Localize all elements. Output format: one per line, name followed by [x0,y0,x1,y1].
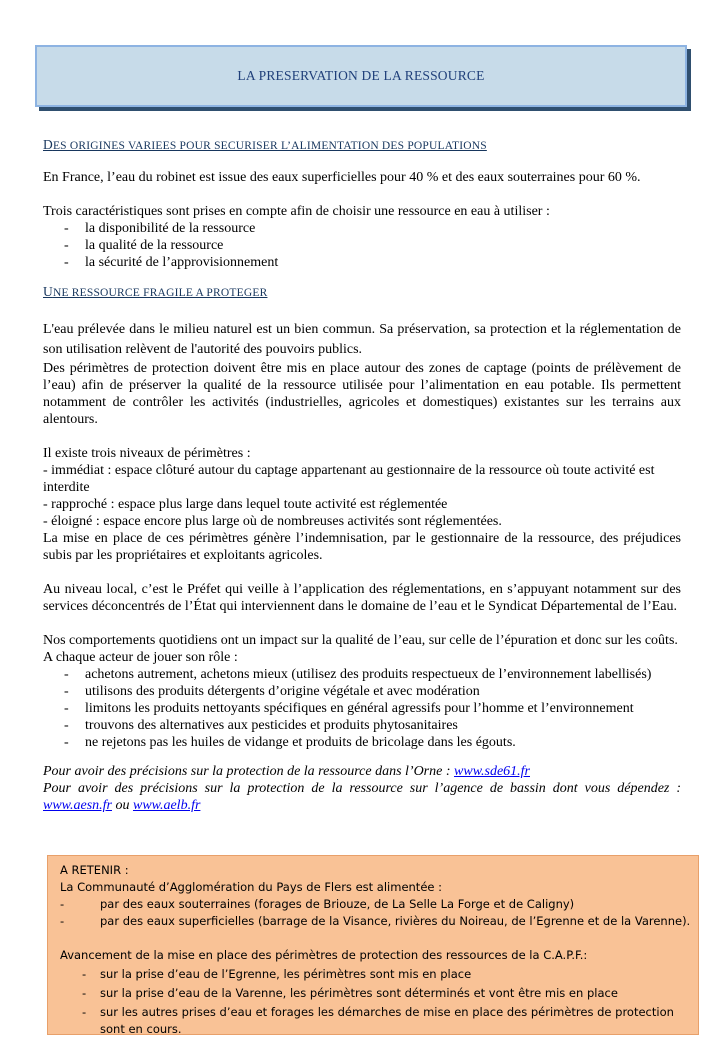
list-item: - limitons les produits nettoyants spécifiques en général agressifs pour l’homme et l’environnement [43,700,681,717]
section1-heading-initial: D [43,137,53,152]
supply-text: par des eaux souterraines (forages de Briouze, de La Selle La Forge et de Caligny) [100,897,575,911]
section2-para5: Nos comportements quotidiens ont un impact sur la qualité de l’eau, sur celle de l’épuration et donc sur les coûts. [43,633,678,648]
links-line1 [43,763,681,780]
links-line1-text: Pour avoir des précisions sur la protection de la ressource dans l’Orne : [43,764,455,779]
section1-heading-text: ES ORIGINES VARIEES POUR SECURISER L’ALIMENTATION DES POPULATIONS [52,140,487,152]
progress-text: sur les autres prises d’eau et forages les démarches de mise en place des périmètres de protection sont en cours. [100,1005,674,1036]
dash: - [82,967,87,981]
progress-text: sur la prise d’eau de la Varenne, les périmètres sont déterminés et vont être mis en place [100,986,618,1000]
list-item: - achetons autrement, achetons mieux (utilisez des produits respectueux de l’environnement labellisés) [43,666,681,683]
progress-item [60,985,698,1002]
supply-item [60,913,698,930]
section2-heading [43,283,681,302]
section2-heading-initial: U [43,284,53,299]
list-item: - la sécurité de l’approvisionnement [43,254,681,271]
levels-intro: Il existe trois niveaux de périmètres : [43,446,251,461]
list-item: - utilisons des produits détergents d’origine végétale et avec modération [43,683,681,700]
aelb-link[interactable]: www.aelb.fr [132,798,201,813]
supply-text: par des eaux superficielles (barrage de la Visance, rivières du Noireau, de l’Egrenne et de la Varenne). [100,914,691,928]
title-banner [35,45,687,107]
list-item: - la disponibilité de la ressource [43,220,681,237]
supply-item [60,896,698,913]
section2-heading-text: NE RESSOURCE FRAGILE A PROTEGER [52,287,268,299]
links-line2 [43,780,681,814]
level-immediate: - immédiat : espace clôturé autour du captage appartenant au gestionnaire de la ressource où toute activité est interdite [43,463,655,495]
dash: - [60,914,65,928]
section1-heading [43,136,681,155]
retenir-intro: La Communauté d’Agglomération du Pays de Flers est alimentée : [60,880,442,894]
progress-intro: Avancement de la mise en place des périmètres de protection des ressources de la C.A.P.F.: [60,948,588,962]
section2-para4: Au niveau local, c’est le Préfet qui veille à l’application des réglementations, en s’appuyant notamment sur des services déconcentrés de l’État qui interviennent dans le domaine de l’eau et le Syndicat Départemental de l’Eau. [43,582,681,614]
section2-para3: La mise en place de ces périmètres génère l’indemnisation, par le gestionnaire de la ressource, des préjudices subis par les propriétaires et exploitants agricoles. [43,531,681,563]
section1-para1: En France, l’eau du robinet est issue des eaux superficielles pour 40 % et des eaux souterraines pour 60 %. [43,170,641,185]
section2-para1: L'eau prélevée dans le milieu naturel est un bien commun. Sa préservation, sa protection et la réglementation de son utilisation relèvent de l'autorité des pouvoirs publics. [43,322,681,357]
progress-item [60,966,698,983]
section1-para2: Trois caractéristiques sont prises en compte afin de choisir une ressource en eau à utiliser : [43,204,550,219]
criteria-list [43,220,681,271]
dash: - [60,897,65,911]
aesn-link[interactable]: www.aesn.fr [43,798,112,813]
actions-list [43,666,681,751]
links-or: ou [111,798,133,813]
dash: - [82,1005,87,1019]
level-far: - éloigné : espace encore plus large où de nombreuses activités sont réglementées. [43,514,502,529]
retenir-title: A RETENIR : [60,863,129,877]
list-item: - ne rejetons pas les huiles de vidange et produits de bricolage dans les égouts. [43,734,681,751]
section2-para6: A chaque acteur de jouer son rôle : [43,650,238,665]
progress-item [60,1004,698,1038]
list-item: - la qualité de la ressource [43,237,681,254]
section2-para2: Des périmètres de protection doivent être mis en place autour des zones de captage (points de prélèvement de l’eau) afin de préserver la qualité de la ressource utilisée pour l’alimentation en eau potable. Ils permettent notamment de contrôler les activités (industrielles, agricoles et domestiques) existantes sur les terrains aux alentours. [43,361,681,427]
sde61-link[interactable]: www.sde61.fr [454,764,530,779]
links-line2-text: Pour avoir des précisions sur la protection de la ressource sur l’agence de bassin dont vous dépendez : [43,781,681,796]
retenir-box [47,855,699,1035]
level-close: - rapproché : espace plus large dans lequel toute activité est réglementée [43,497,448,512]
page-title: LA PRESERVATION DE LA RESSOURCE [237,68,485,83]
dash: - [82,986,87,1000]
main-content [43,130,681,814]
progress-text: sur la prise d’eau de l’Egrenne, les périmètres sont mis en place [100,967,472,981]
list-item: - trouvons des alternatives aux pesticides et produits phytosanitaires [43,717,681,734]
